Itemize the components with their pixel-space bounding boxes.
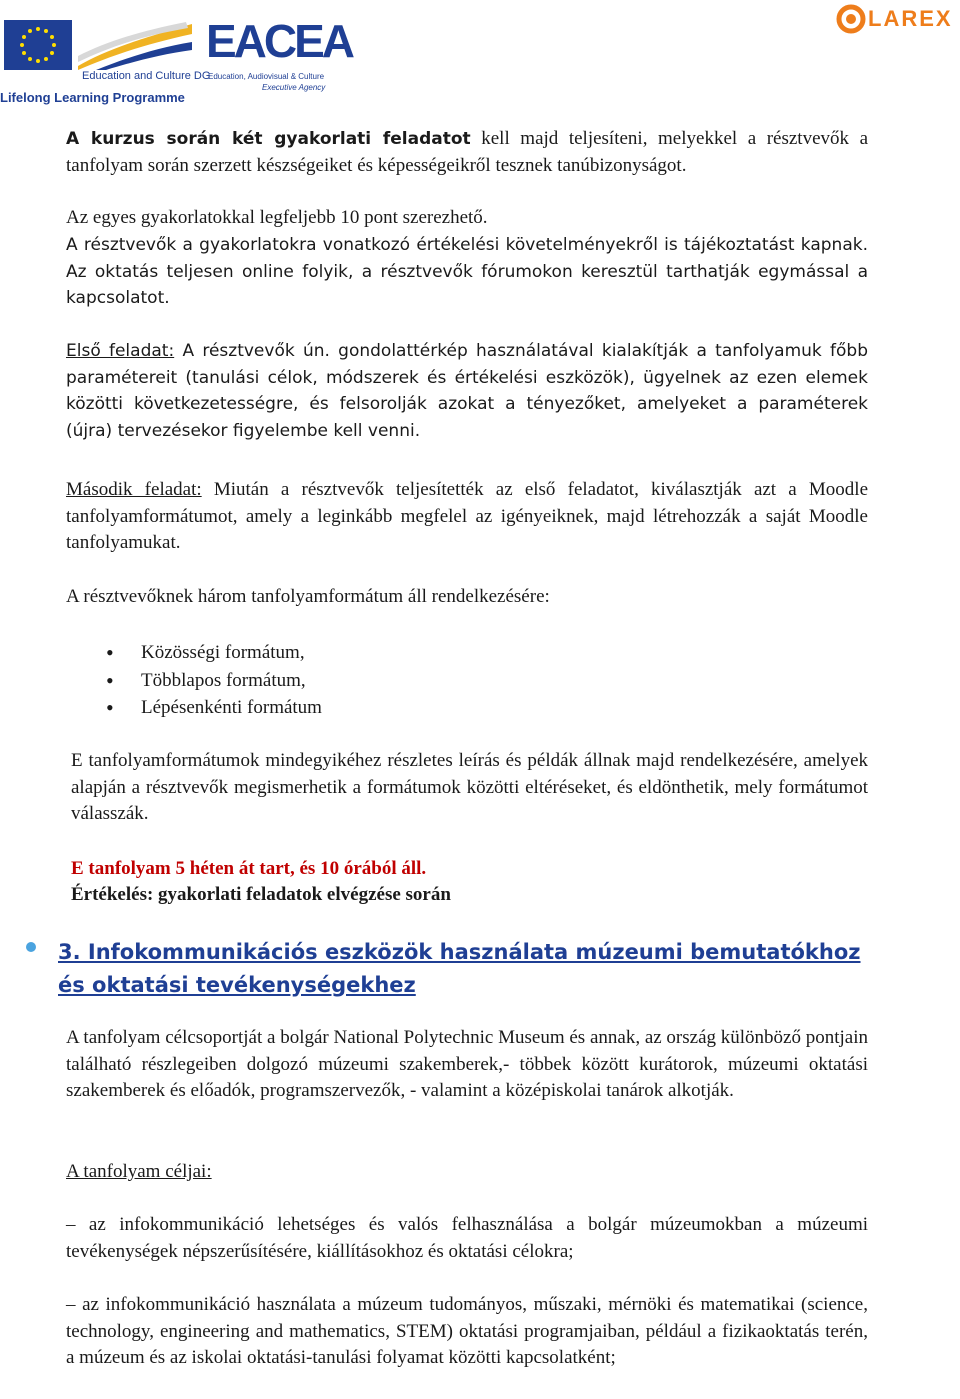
eacea-subtitle: Education, Audiovisual & Culture <box>208 72 325 81</box>
eacea-mark: EACEA <box>206 15 353 67</box>
eu-dg-label: Education and Culture DG <box>82 70 211 82</box>
goals-label: A tanfolyam céljai: <box>66 1161 212 1182</box>
page-header <box>0 0 960 105</box>
task1-label: Első feladat: <box>66 341 175 361</box>
goal-item: – az infokommunikáció lehetséges és valós felhasználása a bolgár múzeumokban a múzeumi tevékenységek népszerűsítésére, kiállításokhoz és oktatási célokra; <box>66 1214 868 1262</box>
intro-paragraph <box>66 126 868 179</box>
bullet-dot-icon <box>26 942 36 952</box>
larex-wordmark: LAREX <box>868 6 953 31</box>
section-3-title: 3. Infokommunikációs eszközök használata múzeumi bemutatókhoz és oktatási tevékenységekhez <box>58 940 861 997</box>
info-text: A résztvevők a gyakorlatokra vonatkozó értékelési követelményekről is tájékoztatást kapnak. Az oktatás teljesen online folyik, a résztvevők fórumokon keresztül tarthatják egymással a kapcsolatot. <box>66 235 868 309</box>
task1-text: A résztvevők ún. gondolattérkép használatával kialakítják a tanfolyamuk főbb paramétereit (tanulási célok, módszerek és értékelési eszközök), ügyelnek az ezen elemek közötti következetességre, és felsorolják azokat a tényezőket, amelyeket a paraméterek (újra) tervezésekor figyelembe kell venni. <box>66 341 869 441</box>
task1-paragraph <box>66 338 868 444</box>
formats-intro: A résztvevőknek három tanfolyamformátum áll rendelkezésére: <box>66 586 550 607</box>
list-item: • Közösségi formátum, <box>106 639 322 667</box>
larex-ring-icon <box>836 4 866 34</box>
formats-list <box>106 639 322 722</box>
intro-bold-lead: A kurzus során két gyakorlati feladatot <box>66 129 471 149</box>
assessment-line: Értékelés: gyakorlati feladatok elvégzése során <box>71 884 451 905</box>
task2-paragraph <box>66 477 868 557</box>
eacea-logo <box>206 15 353 98</box>
target-group-paragraph: A tanfolyam célcsoportját a bolgár National Polytechnic Museum és annak, az ország különböző pontjain található részlegeiben dolgozó múzeumi szakemberek,- többek között kurátorok, múzeumi oktatási szakemberek és előadók, programszervezők, - valamint a középiskolai tanárok alkotják. <box>66 1027 868 1102</box>
points-line: Az egyes gyakorlatokkal legfeljebb 10 pont szerezhető. <box>66 207 488 228</box>
eu-programme-label: Lifelong Learning Programme <box>0 90 185 105</box>
eu-lifelong-learning-logo <box>0 14 211 105</box>
duration-line: E tanfolyam 5 héten át tart, és 10 órából áll. <box>71 858 427 879</box>
list-item: • Többlapos formátum, <box>106 667 322 695</box>
goal-item: – az infokommunikáció használata a múzeum tudományos, műszaki, mérnöki és matematikai (science, technology, engineering and mathematics, STEM) oktatási programjaiban, például a fizikaoktatás terén, a múzeum és az iskolai oktatási-tanulási folyamat közötti kapcsolatként; <box>66 1294 868 1369</box>
lifelong-learning-swoosh-icon <box>76 20 194 70</box>
formats-detail: E tanfolyamformátumok mindegyikéhez részletes leírás és példák állnak majd rendelkezésére, amelyek alapján a résztvevők megismerhetik a formátumok közötti eltéréseket, és eldönthetik, mely formátumot válasszák. <box>71 750 868 825</box>
list-item: • Lépésenkénti formátum <box>106 694 322 722</box>
eu-flag-icon <box>4 20 72 70</box>
task2-label: Második feladat: <box>66 479 202 500</box>
info-paragraph <box>66 232 868 312</box>
task2-text: Miután a résztvevők teljesítették az első feladatot, kiválasztják azt a Moodle tanfolyamformátumot, amely a leginkább megfelel az igényeiknek, majd létrehozzák a saját Moodle tanfolyamukat. <box>66 479 868 554</box>
eacea-subtitle-2: Executive Agency <box>262 83 326 92</box>
intro-rest: kell majd teljesíteni, melyekkel a résztvevők a tanfolyam során szerzett készségeiket és képességeikről tesznek tanúbizonyságot. <box>66 128 868 176</box>
larex-logo <box>832 2 958 42</box>
